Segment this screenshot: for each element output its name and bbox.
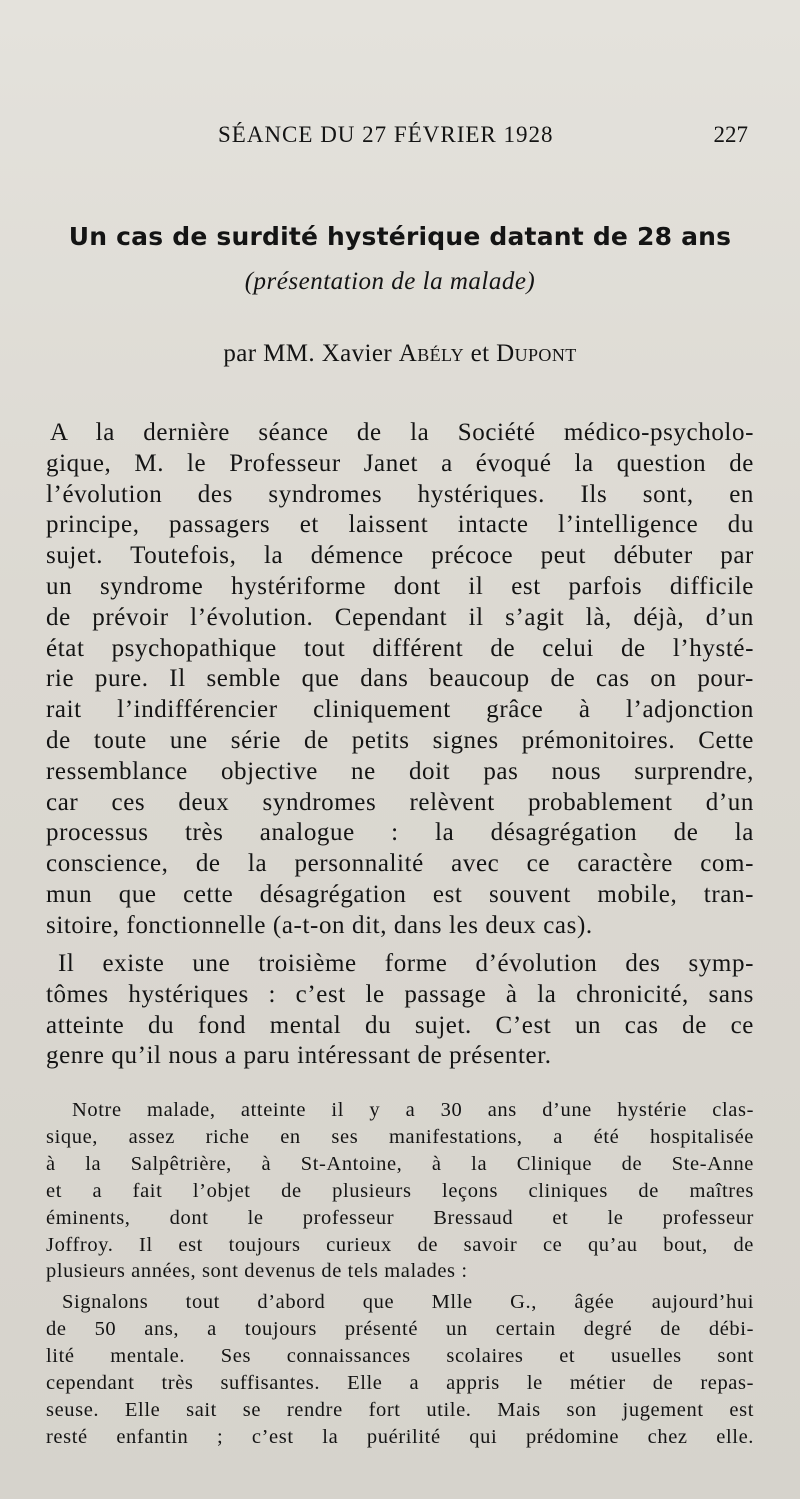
paragraph-introduction: [46, 418, 754, 942]
author-line: [0, 340, 800, 368]
text-line: lité mentale. Ses connaissances scolaires et usuelles sont: [46, 1344, 754, 1367]
paragraph-chronicity: [46, 949, 754, 1072]
page-number: 227: [713, 122, 748, 147]
text-line: de toute une série de petits signes prémonitoires. Cette: [46, 726, 754, 754]
text-line: mun que cette désagrégation est souvent mobile, tran-: [46, 880, 754, 908]
text-line: Joffroy. Il est toujours curieux de savoir ce qu’au bout, de: [46, 1233, 754, 1256]
text-line: rie pure. Il semble que dans beaucoup de cas on pour-: [46, 665, 754, 693]
text-line: Il existe une troisième forme d’évolution des symp-: [58, 950, 754, 977]
text-line: Signalons tout d’abord que Mlle G., âgée aujourd’hui: [62, 1291, 754, 1313]
article-title: Un cas de surdité hystérique datant de 28 ans: [68, 222, 732, 251]
text-line: ressemblance objective ne doit pas nous surprendre,: [46, 757, 754, 785]
author-name: Abély: [398, 340, 465, 367]
authors-prefix: par MM. Xavier: [223, 340, 399, 367]
text-line: l’évolution des syndromes hystériques. Ils sont, en: [46, 480, 754, 508]
text-line: seuse. Elle sait se rendre fort utile. Mais son jugement est: [46, 1398, 754, 1421]
paragraph-case-history: [46, 1097, 754, 1285]
text-line: sique, assez riche en ses manifestations, a été hospitalisée: [46, 1125, 754, 1148]
text-line: à la Salpêtrière, à St-Antoine, à la Clinique de Ste-Anne: [46, 1152, 754, 1175]
authors-conjunction: et: [464, 340, 497, 367]
text-line: éminents, dont le professeur Bressaud et le professeur: [46, 1206, 754, 1229]
text-line: rait l’indifférencier cliniquement grâce à l’adjonction: [46, 696, 754, 724]
text-line: genre qu’il nous a paru intéressant de présenter.: [46, 1042, 552, 1070]
text-line: atteinte du fond mental du sujet. C’est un cas de ce: [46, 1011, 754, 1039]
text-line: cependant très suffisantes. Elle a appris le métier de repas-: [46, 1371, 754, 1394]
running-head: [0, 118, 800, 158]
text-line: A la dernière séance de la Société médico-psycholo-: [50, 419, 754, 446]
text-line: processus très analogue : la désagrégation de la: [46, 819, 754, 847]
text-line: sujet. Toutefois, la démence précoce peut débuter par: [46, 542, 754, 570]
text-line: Notre malade, atteinte il y a 30 ans d’une hystérie clas-: [72, 1099, 754, 1121]
text-line: plusieurs années, sont devenus de tels malades :: [46, 1260, 468, 1283]
text-line: gique, M. le Professeur Janet a évoqué la question de: [46, 449, 754, 477]
text-line: de 50 ans, a toujours présenté un certain degré de débi-: [46, 1317, 754, 1340]
text-line: car ces deux syndromes relèvent probablement d’un: [46, 788, 754, 816]
running-title: SÉANCE DU 27 FÉVRIER 1928: [218, 122, 554, 147]
author-name: Dupont: [496, 340, 577, 367]
text-line: sitoire, fonctionnelle (a-t-on dit, dans les deux cas).: [46, 911, 593, 939]
text-line: principe, passagers et laissent intacte l’intelligence du: [46, 511, 754, 539]
text-line: tômes hystériques : c’est le passage à la chronicité, sans: [46, 980, 754, 1008]
paragraph-patient-description: [46, 1289, 754, 1450]
text-line: et a fait l’objet de plusieurs leçons cliniques de maîtres: [46, 1179, 754, 1202]
text-line: conscience, de la personnalité avec ce caractère com-: [46, 850, 754, 878]
text-line: de prévoir l’évolution. Cependant il s’agit là, déjà, d’un: [46, 603, 754, 631]
article-subtitle: (présentation de la malade): [244, 268, 536, 295]
text-line: resté enfantin ; c’est la puérilité qui prédomine chez elle.: [46, 1425, 754, 1448]
text-line: état psychopathique tout différent de celui de l’hysté-: [46, 634, 754, 662]
text-line: un syndrome hystériforme dont il est parfois difficile: [46, 572, 754, 600]
